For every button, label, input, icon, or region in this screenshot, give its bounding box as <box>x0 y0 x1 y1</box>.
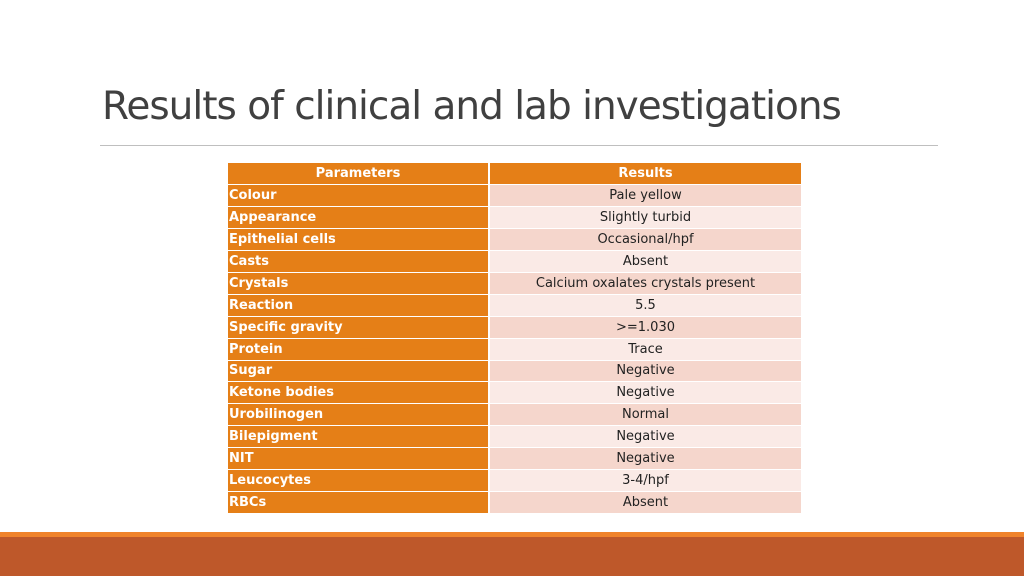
result-cell: Slightly turbid <box>489 207 801 229</box>
parameter-cell: Epithelial cells <box>228 229 489 251</box>
parameter-cell: Bilepigment <box>228 426 489 448</box>
result-cell: Pale yellow <box>489 185 801 207</box>
result-cell: Negative <box>489 426 801 448</box>
header-results: Results <box>489 163 801 185</box>
results-table <box>228 163 801 514</box>
parameter-cell: RBCs <box>228 491 489 513</box>
table-row <box>228 294 801 316</box>
table-row <box>228 251 801 273</box>
parameter-cell: Leucocytes <box>228 469 489 491</box>
table-header-row <box>228 163 801 185</box>
result-cell: Occasional/hpf <box>489 229 801 251</box>
parameter-cell: Colour <box>228 185 489 207</box>
parameter-cell: Protein <box>228 338 489 360</box>
parameter-cell: Specific gravity <box>228 316 489 338</box>
table-row <box>228 185 801 207</box>
table-row <box>228 316 801 338</box>
table-row <box>228 229 801 251</box>
parameter-cell: Urobilinogen <box>228 404 489 426</box>
result-cell: Calcium oxalates crystals present <box>489 272 801 294</box>
result-cell: Absent <box>489 251 801 273</box>
result-cell: Negative <box>489 382 801 404</box>
parameter-cell: Sugar <box>228 360 489 382</box>
parameter-cell: Ketone bodies <box>228 382 489 404</box>
table-row <box>228 382 801 404</box>
result-cell: Absent <box>489 491 801 513</box>
result-cell: >=1.030 <box>489 316 801 338</box>
result-cell: Negative <box>489 448 801 470</box>
table-row <box>228 469 801 491</box>
table-row <box>228 448 801 470</box>
table-row <box>228 360 801 382</box>
result-cell: Trace <box>489 338 801 360</box>
result-cell: 5.5 <box>489 294 801 316</box>
table-body <box>228 185 801 513</box>
parameter-cell: Appearance <box>228 207 489 229</box>
table-row <box>228 338 801 360</box>
parameter-cell: Casts <box>228 251 489 273</box>
table-row <box>228 491 801 513</box>
table-row <box>228 404 801 426</box>
parameter-cell: NIT <box>228 448 489 470</box>
table-row <box>228 426 801 448</box>
table-row <box>228 272 801 294</box>
title-divider <box>100 145 938 146</box>
slide-title: Results of clinical and lab investigations <box>102 84 841 129</box>
result-cell: Negative <box>489 360 801 382</box>
result-cell: Normal <box>489 404 801 426</box>
table-row <box>228 207 801 229</box>
result-cell: 3-4/hpf <box>489 469 801 491</box>
parameter-cell: Reaction <box>228 294 489 316</box>
header-parameters: Parameters <box>228 163 489 185</box>
parameter-cell: Crystals <box>228 272 489 294</box>
footer-band <box>0 537 1024 576</box>
